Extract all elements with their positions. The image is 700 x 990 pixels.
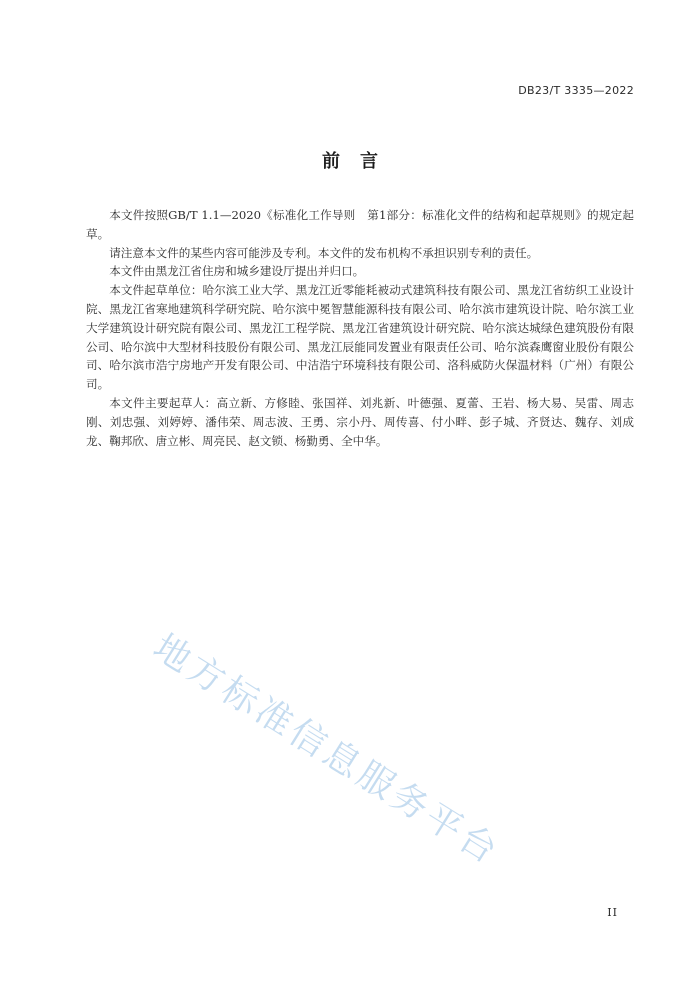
paragraph-patent-notice: 请注意本文件的某些内容可能涉及专利。本文件的发布机构不承担识别专利的责任。	[109, 245, 539, 260]
body-text	[86, 206, 634, 450]
watermark: 地方标准信息服务平台	[146, 626, 507, 874]
page-number: II	[607, 906, 618, 919]
document-code: DB23/T 3335—2022	[518, 84, 634, 97]
paragraph-drafting-rules: 本文件按照GB/T 1.1—2020《标准化工作导则 第1部分：标准化文件的结构和起草规则》的规定起草。	[86, 208, 634, 241]
page-title: 前言	[322, 151, 398, 172]
paragraph-drafters: 本文件主要起草人：高立新、方修睦、张国祥、刘兆新、叶德强、夏蕾、王岩、杨大易、吴雷、周志刚、刘忠强、刘婷婷、潘伟荣、周志波、王勇、宗小丹、周传喜、付小畔、彭子城、齐贤达、魏存、刘成龙、鞠邦欣、唐立彬、周亮民、赵文锁、杨勤勇、全中华。	[86, 395, 634, 448]
paragraph-drafting-units: 本文件起草单位：哈尔滨工业大学、黑龙江近零能耗被动式建筑科技有限公司、黑龙江省纺织工业设计院、黑龙江省寒地建筑科学研究院、哈尔滨中冕智慧能源科技有限公司、哈尔滨市建筑设计院、哈尔滨工业大学建筑设计研究院有限公司、黑龙江工程学院、黑龙江省建筑设计研究院、哈尔滨达城绿色建筑股份有限公司、哈尔滨中大型材科技股份有限公司、黑龙江辰能同发置业有限责任公司、哈尔滨森鹰窗业股份有限公司、哈尔滨市浩宁房地产开发有限公司、中洁浩宁环境科技有限公司、洛科威防火保温材料（广州）有限公司。	[86, 283, 634, 392]
paragraph-proposer: 本文件由黑龙江省住房和城乡建设厅提出并归口。	[109, 264, 365, 279]
